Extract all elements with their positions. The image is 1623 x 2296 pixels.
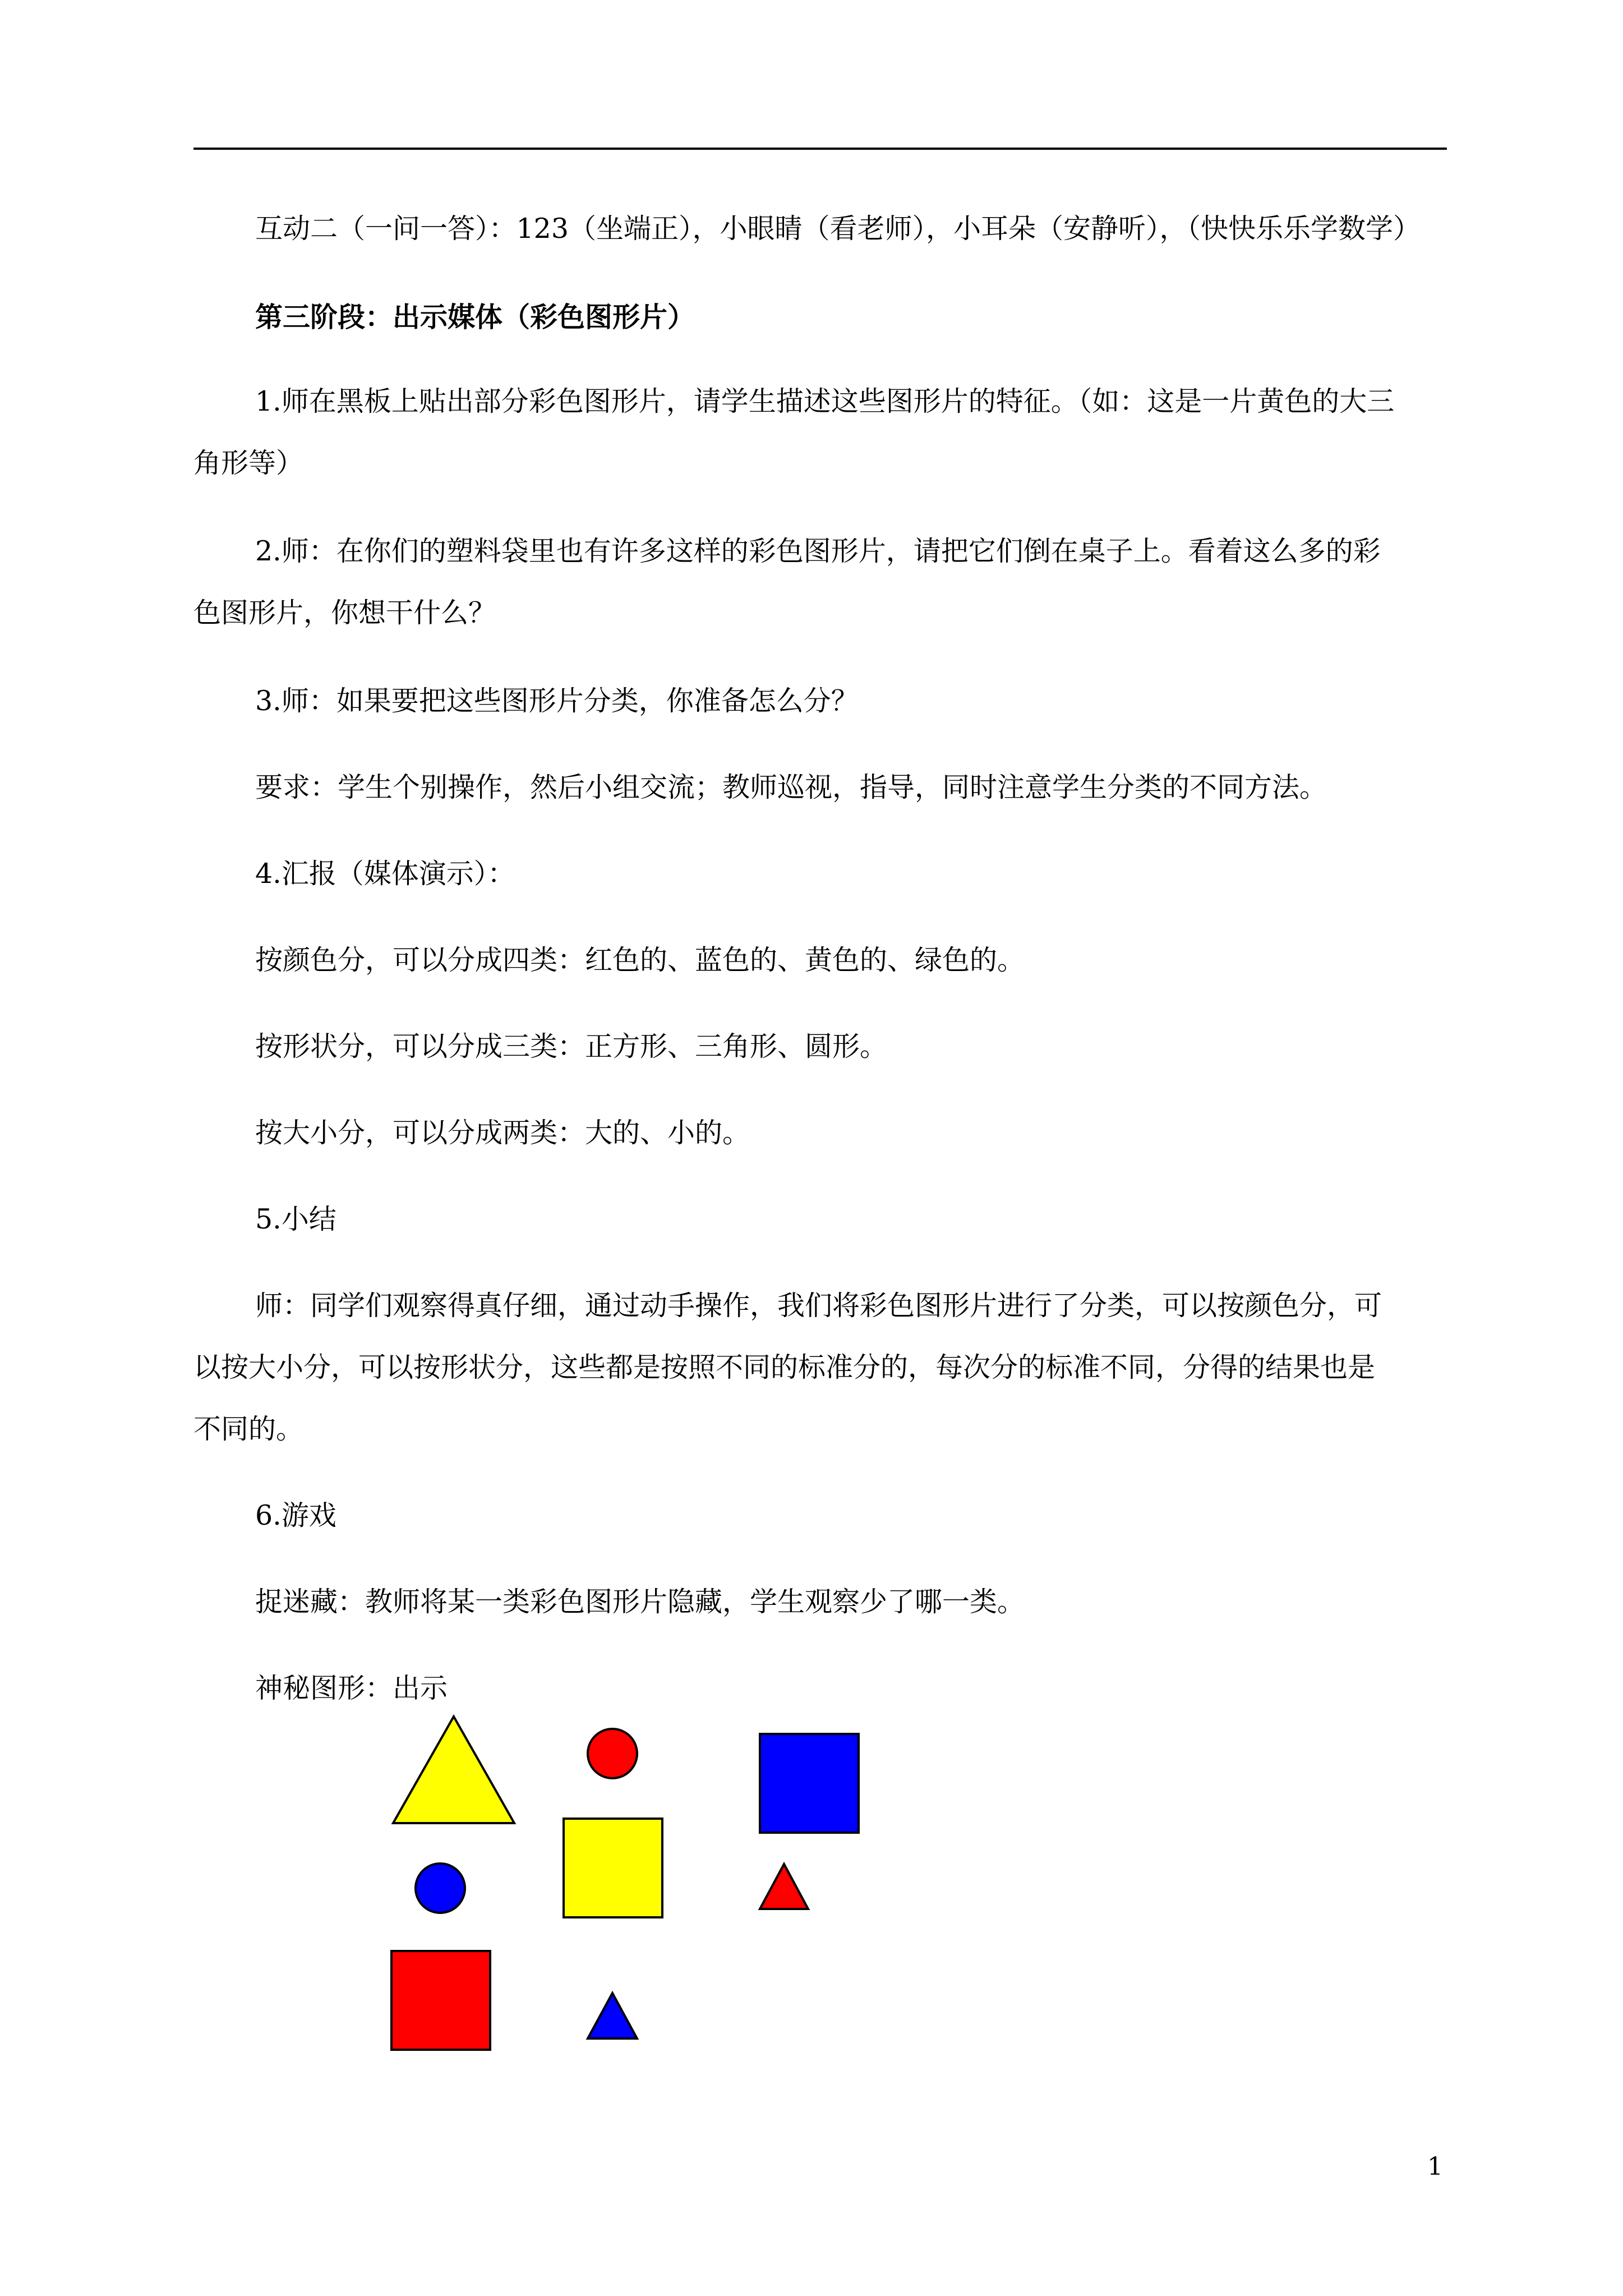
paragraph-requirements: 要求：学生个别操作，然后小组交流；教师巡视，指导，同时注意学生分类的不同方法。	[255, 771, 1327, 803]
paragraph-step-5: 5.小结	[255, 1203, 336, 1235]
paragraph-by-color: 按颜色分，可以分成四类：红色的、蓝色的、黄色的、绿色的。	[255, 944, 1025, 976]
paragraph-by-size: 按大小分，可以分成两类：大的、小的。	[255, 1117, 750, 1149]
large-yellow-square	[564, 1819, 662, 1917]
large-red-square	[391, 1951, 490, 2050]
paragraph-step-2-line-2: 色图形片，你想干什么？	[193, 597, 496, 629]
section-heading-stage-three: 第三阶段：出示媒体（彩色图形片）	[255, 301, 695, 333]
page-number: 1	[1427, 2152, 1443, 2181]
small-blue-circle	[416, 1864, 465, 1913]
paragraph-step-4: 4.汇报（媒体演示）：	[255, 858, 515, 890]
paragraph-hide-and-seek: 捉迷藏：教师将某一类彩色图形片隐藏，学生观察少了哪一类。	[255, 1586, 1025, 1618]
paragraph-mystery-shapes: 神秘图形：出示	[255, 1672, 448, 1704]
paragraph-step-1-line-2: 角形等）	[193, 447, 304, 479]
paragraph-by-shape: 按形状分，可以分成三类：正方形、三角形、圆形。	[255, 1030, 888, 1062]
large-yellow-triangle	[393, 1717, 514, 1823]
small-red-triangle	[760, 1864, 808, 1909]
large-blue-square	[760, 1734, 859, 1833]
paragraph-summary-line-1: 师：同学们观察得真仔细，通过动手操作，我们将彩色图形片进行了分类，可以按颜色分，可	[255, 1290, 1382, 1322]
paragraph-summary-line-2: 以按大小分，可以按形状分，这些都是按照不同的标准分的，每次分的标准不同，分得的结果也是	[193, 1351, 1376, 1383]
small-blue-triangle	[588, 1993, 637, 2039]
small-red-circle	[588, 1729, 637, 1778]
paragraph-step-1-line-1: 1.师在黑板上贴出部分彩色图形片，请学生描述这些图形片的特征。（如：这是一片黄色的大三	[255, 385, 1395, 417]
paragraph-step-2-line-1: 2.师：在你们的塑料袋里也有许多这样的彩色图形片，请把它们倒在桌子上。看着这么多的彩	[255, 535, 1381, 567]
paragraph-step-6: 6.游戏	[255, 1499, 336, 1531]
paragraph-summary-line-3: 不同的。	[193, 1413, 304, 1445]
paragraph-step-3: 3.师：如果要把这些图形片分类，你准备怎么分？	[255, 685, 859, 717]
paragraph-interaction-two: 互动二（一问一答）：123（坐端正），小眼睛（看老师），小耳朵（安静听），（快快乐乐学数学）	[255, 213, 1421, 245]
